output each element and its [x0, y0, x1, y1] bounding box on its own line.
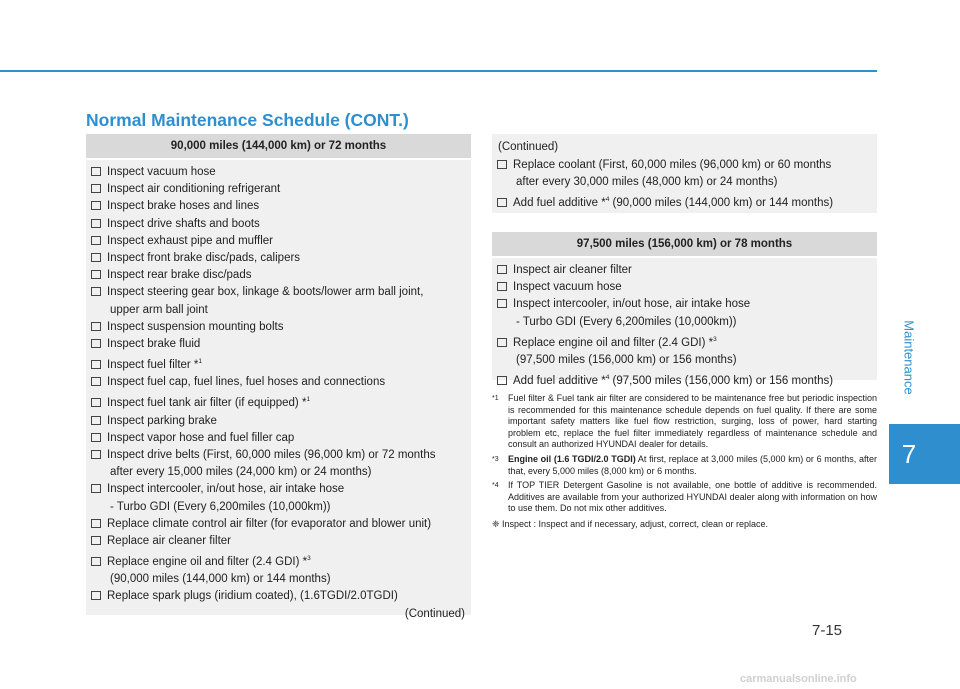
checklist-item-text: Inspect intercooler, in/out hose, air intake hose - Turbo GDI (Every 6,200miles (10,000km)) [107, 483, 345, 513]
checkbox-icon [497, 160, 507, 169]
checklist-item [492, 157, 877, 191]
checklist-item-text: Inspect air conditioning refrigerant [107, 183, 281, 196]
checklist-item [86, 430, 471, 447]
checklist-item [86, 181, 471, 198]
checklist-item-text: Inspect exhaust pipe and muffler [107, 234, 274, 247]
footnote-text: At first, replace at 3,000 miles (5,000 km) or 6 months, after that, every 5,000 miles (8,000 km) or 6 months. [508, 453, 877, 476]
checklist-item-text: Inspect front brake disc/pads, calipers [107, 252, 301, 265]
checkbox-icon [497, 338, 507, 347]
footnote-mark: *3 [492, 455, 499, 463]
checklist-item-text: Replace air cleaner filter [107, 534, 232, 547]
checkbox-icon [91, 433, 101, 442]
checklist-item [86, 336, 471, 353]
checkbox-icon [91, 253, 101, 262]
checkbox-icon [91, 184, 101, 193]
checklist-item [86, 374, 471, 391]
checkbox-icon [91, 236, 101, 245]
checklist-item [492, 331, 877, 369]
schedule-box-90000 [86, 134, 471, 620]
footnote [492, 480, 877, 515]
checklist-item [86, 391, 471, 412]
checklist-item [492, 279, 877, 296]
checklist-item [86, 353, 471, 374]
footnote-mark: *1 [492, 395, 499, 402]
checklist-item-extra: (90,000 miles (144,000 km) or 144 months) [609, 197, 834, 210]
checklist-item [492, 262, 877, 279]
checkbox-icon [91, 339, 101, 348]
checklist-item [86, 533, 471, 550]
checkbox-icon [91, 322, 101, 331]
top-rule [0, 70, 877, 72]
checklist-item [86, 267, 471, 284]
checklist-item-text: Inspect brake hoses and lines [107, 200, 260, 213]
checklist-item-text: Inspect fuel cap, fuel lines, fuel hoses and connections [107, 376, 386, 389]
checklist-item [86, 550, 471, 588]
checklist-item-text: Inspect vacuum hose [513, 281, 622, 294]
continued-label: (Continued) [498, 141, 559, 153]
checkbox-icon [497, 265, 507, 274]
checkbox-icon [91, 287, 101, 296]
checklist-item [492, 191, 877, 212]
checkbox-icon [91, 167, 101, 176]
checklist-item [86, 319, 471, 336]
checklist-item [492, 369, 877, 390]
checklist-item-text: Replace spark plugs (iridium coated), (1.6TGDI/2.0TGDI) [107, 590, 398, 603]
checklist-item [86, 233, 471, 250]
inspect-note: ❈ Inspect : Inspect and if necessary, adjust, correct, clean or replace. [492, 518, 769, 529]
continued-label: (Continued) [404, 607, 465, 620]
checklist-item [86, 216, 471, 233]
checkbox-icon [91, 360, 101, 369]
checklist-item-text: Inspect drive shafts and boots [107, 217, 260, 230]
checklist-item-text: Replace engine oil and filter (2.4 GDI) * [107, 555, 308, 568]
footnote-ref: 3 [713, 335, 717, 343]
chapter-number: 7 [901, 439, 917, 469]
checklist-item [492, 296, 877, 330]
checklist-item-text: Inspect steering gear box, linkage & boots/lower arm ball joint, upper arm ball joint [107, 286, 424, 316]
checklist-item-text: Inspect fuel tank air filter (if equipped) * [107, 397, 307, 410]
checklist-item-text: Inspect suspension mounting bolts [107, 320, 284, 333]
checkbox-icon [91, 557, 101, 566]
footnote-text: Fuel filter & Fuel tank air filter are considered to be maintenance free but periodic inspection is recommended for this maintenance schedule depends on fuel quality. If there are some important safety matters like fuel flow restriction, surging, loss of power, hard starting problem etc, replace the fuel filter immediately regardless of maintenance schedule and consult an authorized HYUNDAI dealer for details. [508, 393, 877, 450]
checklist-item [86, 413, 471, 430]
checklist-item-text: Inspect brake fluid [107, 338, 201, 351]
checklist-item [86, 164, 471, 181]
chapter-side-label-text: Maintenance [901, 320, 917, 395]
schedule-header: 97,500 miles (156,000 km) or 78 months [492, 232, 877, 258]
page-number: 7-15 [812, 622, 843, 639]
checkbox-icon [497, 198, 507, 207]
schedule-box-continued [492, 134, 877, 213]
checkbox-icon [91, 519, 101, 528]
checklist-item-extra: (90,000 miles (144,000 km) or 144 months) [110, 573, 331, 586]
footnote-bold: Engine oil (1.6 TGDI/2.0 TGDI) [508, 453, 636, 464]
footnote-ref: 4 [605, 374, 610, 382]
checklist-item [86, 447, 471, 481]
checklist-item [86, 481, 471, 515]
checklist-item-text: Inspect rear brake disc/pads [107, 269, 252, 282]
checklist-item [86, 516, 471, 533]
checklist-item-text: Inspect vacuum hose [107, 166, 216, 178]
checklist-item-text: Inspect vapor hose and fuel filler cap [107, 431, 295, 444]
checkbox-icon [91, 377, 101, 386]
checklist-item [86, 198, 471, 215]
checklist-item [86, 250, 471, 267]
checkbox-icon [91, 201, 101, 210]
checkbox-icon [91, 591, 101, 600]
checklist-item [86, 284, 471, 318]
schedule-item-list [492, 258, 877, 390]
checkbox-icon [497, 299, 507, 308]
checklist-item-text: Replace engine oil and filter (2.4 GDI) * [513, 336, 714, 349]
checklist-item-text: Replace coolant (First, 60,000 miles (96,000 km) or 60 months after every 30,000 miles (48,000 km) or 24 months) [513, 159, 832, 189]
footnotes [492, 393, 877, 530]
schedule-box-97500 [492, 232, 877, 387]
checklist-item-extra: (97,500 miles (156,000 km) or 156 months) [516, 353, 737, 366]
footnote-ref: 3 [307, 555, 311, 563]
checklist-item-text: Add fuel additive * [513, 374, 606, 387]
checkbox-icon [497, 282, 507, 291]
schedule-item-list [492, 157, 877, 212]
checklist-item-text: Inspect intercooler, in/out hose, air intake hose - Turbo GDI (Every 6,200miles (10,000km)) [513, 298, 751, 328]
checklist-item-text: Inspect parking brake [107, 414, 217, 427]
checkbox-icon [91, 398, 101, 407]
footnote-text: If TOP TIER Detergent Gasoline is not available, one bottle of additive is recommended. Additives are available from your authorized HYUNDAI dealer along with information on how to use them. Do not mix other additives. [508, 480, 877, 514]
checklist-item-text: Replace climate control air filter (for evaporator and blower unit) [107, 517, 432, 530]
footnote-mark: *4 [492, 482, 499, 490]
checkbox-icon [91, 450, 101, 459]
page-title: Normal Maintenance Schedule (CONT.) [86, 110, 409, 130]
checklist-item [86, 588, 471, 605]
schedule-item-list [86, 160, 471, 606]
checkbox-icon [91, 484, 101, 493]
chapter-side-label [889, 300, 929, 410]
checklist-item-text: Inspect air cleaner filter [513, 264, 632, 276]
checklist-item-text: Inspect fuel filter * [107, 359, 199, 372]
checklist-item-text: Inspect drive belts (First, 60,000 miles (96,000 km) or 72 months after every 15,000 miles (24,000 km) or 24 months) [107, 448, 436, 479]
footnote [492, 454, 877, 477]
checkbox-icon [91, 219, 101, 228]
footnote [492, 393, 877, 451]
checklist-item-text: Add fuel additive * [513, 197, 606, 210]
checkbox-icon [497, 376, 507, 385]
chapter-tab[interactable] [889, 424, 960, 484]
schedule-header: 90,000 miles (144,000 km) or 72 months [86, 134, 471, 160]
checklist-item-extra: (97,500 miles (156,000 km) or 156 months) [609, 374, 834, 387]
checkbox-icon [91, 416, 101, 425]
footnote-ref: 1 [198, 358, 203, 366]
checkbox-icon [91, 536, 101, 545]
watermark: carmanualsonline.info [740, 673, 857, 685]
footnote-ref: 4 [605, 196, 610, 204]
checkbox-icon [91, 270, 101, 279]
footnote-ref: 1 [306, 396, 311, 404]
